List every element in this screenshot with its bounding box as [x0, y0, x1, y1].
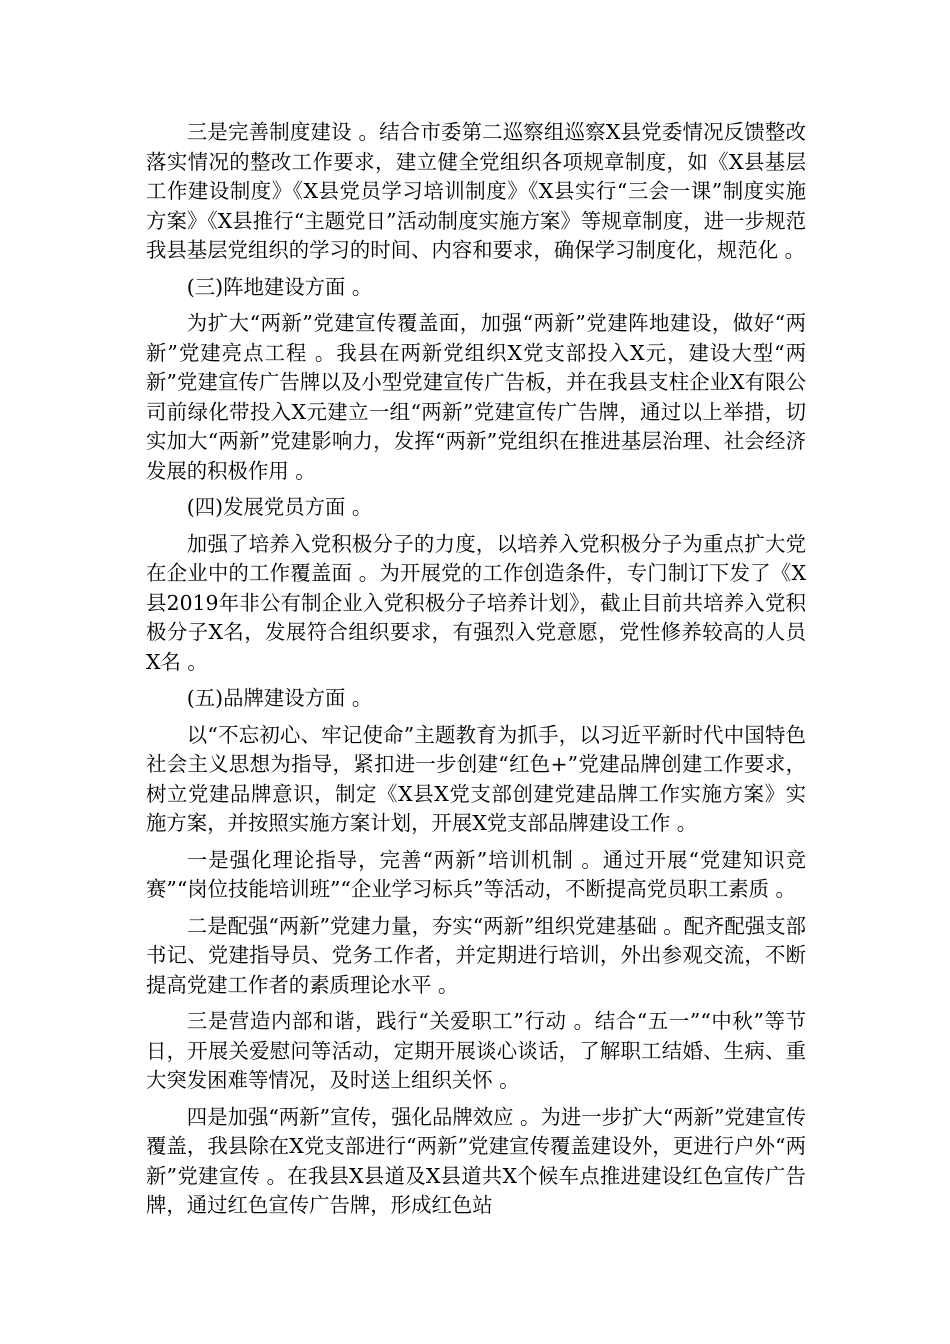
paragraph-system-building: 三是完善制度建设 。结合市委第二巡察组巡察X县党委情况反馈整改落实情况的整改工作要求，建立健全党组织各项规章制度，如《X县基层工作建设制度》《X县党员学习培训制度》《X县实行“三会一课”制度实施方案》《X县推行“主题党日”活动制度实施方案》等规章制度，进一步规范我县基层党组织的学习的时间、内容和要求，确保学习制度化，规范化 。 [146, 120, 806, 262]
section-heading-brand-building: (五)品牌建设方面 。 [186, 686, 373, 710]
document-page [146, 118, 806, 1228]
paragraph-member-development: 加强了培养入党积极分子的力度，以培养入党积极分子为重点扩大党在企业中的工作覆盖面 。为开展党的工作创造条件，专门制订下发了《X县2019年非公有制企业入党积极分子培养计划》，截止目前共培养入党积极分子X名，发展符合组织要求，有强烈入党意愿，党性修养较高的人员X名 。 [146, 531, 806, 674]
paragraph-party-strength: 二是配强“两新”党建力量，夯实“两新”组织党建基础 。配齐配强支部书记、党建指导员、党务工作者，并定期进行培训，外出参观交流，不断提高党建工作者的素质理论水平 。 [146, 913, 806, 997]
paragraph-publicity: 四是加强“两新”宣传，强化品牌效应 。为进一步扩大“两新”党建宣传覆盖，我县除在X党支部进行“两新”党建宣传覆盖建设外，更进行户外“两新”党建宣传 。在我县X县道及X县道共X个候车点推进建设红色宣传广告牌，通过红色宣传广告牌，形成红色站 [146, 1104, 806, 1217]
paragraph-theory-guidance: 一是强化理论指导，完善“两新”培训机制 。通过开展“党建知识竞赛”“岗位技能培训班”“企业学习标兵”等活动，不断提高党员职工素质 。 [146, 847, 806, 901]
section-heading-position-building: (三)阵地建设方面 。 [186, 274, 373, 299]
paragraph-internal-harmony: 三是营造内部和谐，践行“关爱职工”行动 。结合“五一”“中秋”等节日，开展关爱慰问等活动，定期开展谈心谈话，了解职工结婚、生病、重大突发困难等情况，及时送上组织关怀 。 [146, 1009, 806, 1092]
paragraph-position-building: 为扩大“两新”党建宣传覆盖面，加强“两新”党建阵地建设，做好“两新”党建亮点工程 。我县在两新党组织X党支部投入X元，建设大型“两新”党建宣传广告牌以及小型党建宣传广告板，并在我县支柱企业X有限公司前绿化带投入X元建立一组“两新”党建宣传广告牌，通过以上举措，切实加大“两新”党建影响力，发挥“两新”党组织在推进基层治理、社会经济发展的积极作用 。 [146, 311, 806, 483]
paragraph-brand-building: 以“不忘初心、牢记使命”主题教育为抓手，以习近平新时代中国特色社会主义思想为指导，紧扣进一步创建“红色+”党建品牌创建工作要求，树立党建品牌意识，制定《X县X党支部创建党建品牌工作实施方案》实施方案，并按照实施方案计划，开展X党支部品牌建设工作 。 [146, 722, 806, 835]
section-heading-member-development: (四)发展党员方面 。 [186, 495, 373, 519]
